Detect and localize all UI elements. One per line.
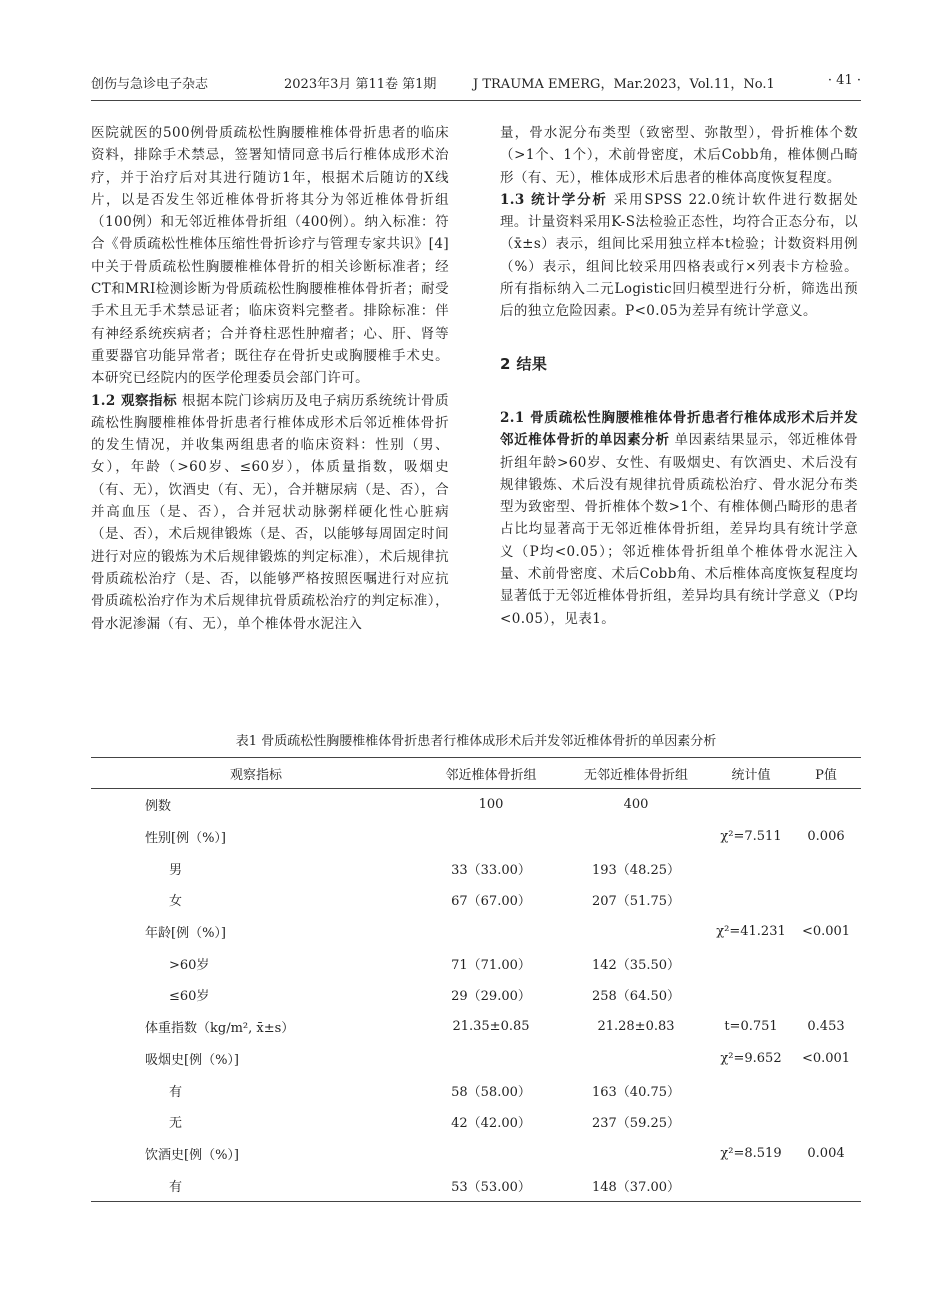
- cell-stat: χ²=7.511: [720, 829, 782, 845]
- cell-value: 42（42.00）: [451, 1116, 531, 1132]
- table-row: [91, 789, 861, 821]
- cell-value: 237（59.25）: [591, 1116, 681, 1132]
- cell-stat: [711, 1106, 791, 1138]
- cell-p: [791, 789, 861, 821]
- cell-value: 400: [623, 797, 649, 813]
- cell-value: 100: [478, 797, 504, 813]
- cell-value: [561, 916, 711, 948]
- cell-value: [421, 1138, 561, 1170]
- section-title: 1.3 统计学分析: [500, 191, 608, 208]
- cell-p: [791, 1074, 861, 1106]
- cell-p: [791, 1169, 861, 1201]
- cell-stat: t=0.751: [724, 1019, 778, 1035]
- table-row: [91, 1011, 861, 1043]
- row-label: 有: [169, 1084, 183, 1100]
- cell-p: 0.006: [807, 829, 845, 845]
- cell-value: 142（35.50）: [591, 957, 681, 973]
- cell-value: [561, 1043, 711, 1075]
- cell-value: [421, 916, 561, 948]
- section-title: 1.2 观察指标: [91, 392, 178, 409]
- cell-p: 0.453: [807, 1019, 845, 1035]
- row-label: 无: [169, 1116, 183, 1132]
- table-row: [91, 884, 861, 916]
- header-adjacent-group: 邻近椎体骨折组: [421, 758, 561, 789]
- table-row: [91, 979, 861, 1011]
- row-label: 女: [169, 894, 183, 910]
- page-header: [91, 66, 861, 101]
- cell-stat: χ²=41.231: [716, 924, 786, 940]
- cell-stat: [711, 852, 791, 884]
- table-row: [91, 852, 861, 884]
- cell-value: 29（29.00）: [451, 989, 531, 1005]
- paragraph-continued: 量，骨水泥分布类型（致密型、弥散型），骨折椎体个数（>1个、1个），术前骨密度，术后Cobb角，椎体侧凸畸形（有、无），椎体成形术后患者的椎体高度恢复程度。: [500, 125, 858, 186]
- cell-value: 207（51.75）: [591, 894, 681, 910]
- section-text: 单因素结果显示，邻近椎体骨折组年龄>60岁、女性、有吸烟史、有饮酒史、术后没有规律锻炼、术后没有规律抗骨质疏松治疗、骨水泥分布类型为致密型、骨折椎体个数>1个、有椎体侧凸畸形的患者占比均显著高于无邻近椎体骨折组，差异均具有统计学意义（P均<0.05）；邻近椎体骨折组单个椎体骨水泥注入量、术前骨密度、术后Cobb角、术后椎体高度恢复程度均显著低于无邻近椎体骨折组，差异均具有统计学意义（P均<0.05），见表1。: [500, 432, 858, 627]
- section-text: 采用SPSS 22.0统计软件进行数据处理。计量资料采用K-S法检验正态性，均符合正态分布，以（x̄±s）表示，组间比采用独立样本t检验；计数资料用例（%）表示，组间比较采用四格表或行×列表卡方检验。所有指标纳入二元Logistic回归模型进行分析，筛选出预后的独立危险因素。P<0.05为差异有统计学意义。: [500, 191, 858, 320]
- cell-value: 58（58.00）: [451, 1084, 531, 1100]
- cell-stat: [711, 1074, 791, 1106]
- cell-stat: [711, 789, 791, 821]
- left-column: [91, 122, 449, 635]
- row-label: 例数: [145, 799, 172, 815]
- right-column: [500, 122, 858, 630]
- cell-value: [421, 1043, 561, 1075]
- table-row: [91, 916, 861, 948]
- section-text: 根据本院门诊病历及电子病历系统统计骨质疏松性胸腰椎椎体骨折患者行椎体成形术后邻近椎体骨折的发生情况，并收集两组患者的临床资料：性别（男、女），年龄（>60岁、≤60岁），体质量指数，吸烟史（有、无），饮酒史（有、无），合并糖尿病（是、否），合并高血压（是、否），合并冠状动脉粥样硬化性心脏病（是、否），术后规律锻炼（是、否，以能够每周固定时间进行对应的锻炼为术后规律锻炼的判定标准），术后规律抗骨质疏松治疗（是、否，以能够严格按照医嘱进行对应抗骨质疏松治疗作为术后规律抗骨质疏松治疗的判定标准），骨水泥渗漏（有、无），单个椎体骨水泥注入: [91, 392, 449, 632]
- results-table: [91, 757, 861, 1202]
- cell-value: 71（71.00）: [451, 957, 531, 973]
- cell-stat: χ²=8.519: [720, 1145, 782, 1161]
- cell-value: 67（67.00）: [451, 894, 531, 910]
- row-label: 性别[例（%）]: [145, 831, 226, 847]
- cell-value: [561, 1138, 711, 1170]
- heading-results: 2 结果: [500, 354, 548, 373]
- cell-stat: χ²=9.652: [720, 1050, 782, 1066]
- cell-value: 258（64.50）: [591, 989, 681, 1005]
- table-row: [91, 1043, 861, 1075]
- journal-name-cn: 创伤与急诊电子杂志: [91, 77, 209, 92]
- cell-p: [791, 884, 861, 916]
- journal-name-en: J TRAUMA EMERG，Mar.2023，Vol.11，No.1: [473, 77, 775, 92]
- cell-value: 33（33.00）: [451, 862, 531, 878]
- section-2-1: [500, 407, 858, 630]
- row-label: 吸烟史[例（%）]: [145, 1052, 239, 1068]
- table-row: [91, 1074, 861, 1106]
- table-row: [91, 947, 861, 979]
- header-no-adjacent-group: 无邻近椎体骨折组: [561, 758, 711, 789]
- cell-p: 0.004: [807, 1145, 845, 1161]
- cell-value: 21.28±0.83: [597, 1019, 675, 1035]
- table-row: [91, 1138, 861, 1170]
- header-p-value: P值: [791, 758, 861, 789]
- section-1-2: [91, 390, 449, 635]
- cell-p: [791, 947, 861, 979]
- section-1-3: [500, 189, 858, 323]
- cell-value: 21.35±0.85: [452, 1019, 530, 1035]
- cell-value: 148（37.00）: [561, 1169, 711, 1201]
- header-statistic: 统计值: [711, 758, 791, 789]
- cell-stat: [711, 947, 791, 979]
- cell-p: <0.001: [801, 1050, 851, 1066]
- cell-value: 163（40.75）: [591, 1084, 681, 1100]
- row-label: >60岁: [169, 957, 210, 973]
- section-title: 2.1 骨质疏松性胸腰椎椎体骨折患者行椎体成形术后并发邻近椎体骨折的单因素分析: [500, 409, 858, 449]
- cell-stat: [711, 979, 791, 1011]
- cell-p: <0.001: [801, 924, 851, 940]
- page-number: · 41 ·: [827, 73, 861, 88]
- cell-p: [791, 979, 861, 1011]
- row-label: 体重指数（kg/m², x̄±s）: [145, 1021, 295, 1037]
- issue-date-cn: 2023年3月 第11卷 第1期: [284, 77, 437, 92]
- cell-value: 193（48.25）: [591, 862, 681, 878]
- table-row: [91, 821, 861, 853]
- header-indicator: 观察指标: [91, 758, 421, 789]
- table-caption: 表1 骨质疏松性胸腰椎椎体骨折患者行椎体成形术后并发邻近椎体骨折的单因素分析: [235, 734, 717, 749]
- row-label: 饮酒史[例（%）]: [145, 1147, 239, 1163]
- cell-value: [421, 821, 561, 853]
- table-row: [91, 1169, 861, 1201]
- row-label: ≤60岁: [169, 989, 210, 1005]
- paragraph-subjects: 医院就医的500例骨质疏松性胸腰椎椎体骨折患者的临床资料，排除手术禁忌，签署知情同意书后行椎体成形术治疗，并于治疗后对其进行随访1年，根据术后随访的X线片，以是否发生邻近椎体骨折将其分为邻近椎体骨折组（100例）和无邻近椎体骨折组（400例）。纳入标准：符合《骨质疏松性椎体压缩性骨折诊疗与管理专家共识》[4]中关于骨质疏松性胸腰椎椎体骨折的相关诊断标准者；经CT和MRI检测诊断为骨质疏松性胸腰椎椎体骨折者；耐受手术且无手术禁忌证者；临床资料完整者。排除标准：伴有神经系统疾病者；合并脊柱恶性肿瘤者；心、肝、肾等重要器官功能异常者；既往存在骨折史或胸腰椎手术史。本研究已经院内的医学伦理委员会部门许可。: [91, 125, 449, 387]
- cell-p: [791, 852, 861, 884]
- row-label: 有: [91, 1169, 421, 1201]
- cell-value: 53（53.00）: [421, 1169, 561, 1201]
- table-header-row: [91, 758, 861, 789]
- cell-stat: [711, 1169, 791, 1201]
- row-label: 男: [169, 862, 183, 878]
- table-row: [91, 1106, 861, 1138]
- cell-stat: [711, 884, 791, 916]
- cell-value: [561, 821, 711, 853]
- row-label: 年龄[例（%）]: [145, 926, 226, 942]
- cell-p: [791, 1106, 861, 1138]
